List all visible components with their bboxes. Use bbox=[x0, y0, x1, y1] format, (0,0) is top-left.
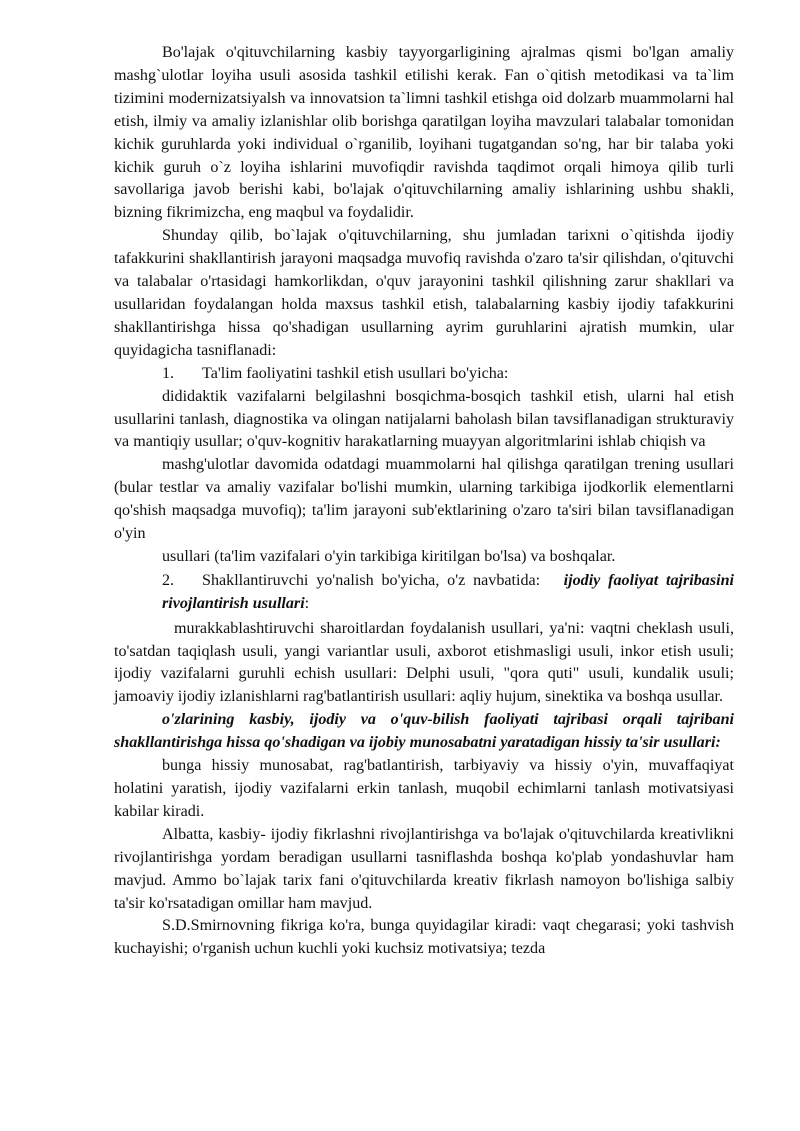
paragraph-training-methods: mashg'ulotlar davomida odatdagi muammolarni hal qilishga qaratilgan trening usullari (bular testlar va amaliy vazifalar bo'lishi mumkin, ularning tarkibiga ijodkorlik elementlarni qo'shish maqsadga muvofiq); ta'lim jarayoni sub'ektlarining o'zaro ta'siri bilan tavsiflanadigan o'yin bbox=[114, 456, 734, 543]
paragraph-classification: Shunday qilib, bo`lajak o'qituvchilarning, shu jumladan tarixni o`qitishda ijodiy tafakkurini shakllantirish jarayoni maqsadga muvofiq ravishda o'zaro ta'sir qilishdan, o'qituvchi va talabalar o'rtasidagi hamkorlikdan, o'quv jarayonini tashkil qilishning zarur shakllari va usullaridan foydalangan holda maxsus tashkil etish, talabalarning kasbiy ijodiy tafakkurini shakllantirishga hissa qo'shadigan usullarning ayrim guruhlarini ajratish mumkin, ular quyidagicha tasniflanadi: bbox=[114, 227, 734, 359]
paragraph-emotional-methods-heading: o'zlarining kasbiy, ijodiy va o'quv-bilish faoliyati tajribasi orqali tajribani shakllantirishga hissa qo'shadigan va ijobiy munosabatni yaratadigan hissiy ta'sir usullari: bbox=[114, 711, 734, 752]
item-2-colon: : bbox=[304, 594, 310, 612]
paragraph-other-approaches: Albatta, kasbiy- ijodiy fikrlashni rivojlantirishga va bo'lajak o'qituvchilarda kreativlikni rivojlantirishga yordam beradigan usullarni tasniflashda boshqa ko'plab yondashuvlar ham mavjud. Ammo bo`lajak tarix fani o'qituvchilarda kreativ fikrlash namoyon bo'lishiga salbiy ta'sir ko'rsatadigan omillar ham mavjud. bbox=[114, 825, 734, 912]
paragraph-game-methods: usullari (ta'lim vazifalari o'yin tarkibiga kiritilgan bo'lsa) va boshqalar. bbox=[162, 547, 616, 565]
paragraph-intro: Bo'lajak o'qituvchilarning kasbiy tayyorgarligining ajralmas qismi bo'lgan amaliy mashg`ulotlar loyiha usuli asosida tashkil etilishi kerak. Fan o`qitish metodikasi va ta`lim tizimini modernizatsiyalsh va innovatsion ta`limni tashkil etishga oid dolzarb muammolarni hal etish, ilmiy va amaliy izlanishlar olib borishga qaratilgan loyiha mavzulari talabalar tomonidan kichik guruhlarda yoki individual o`rganilib, loyihani tugatgandan so'ng, har bir talaba yoki kichik guruh o`z loyiha ishlarini muvofiqdir ravishda taqdimot orqali himoya qilib turli savollariga javob berishi kabi, bo'lajak o'qituvchilarning amaliy ishlarining ushbu shakli, bizning fikrimizcha, eng maqbul va foydalidir. bbox=[114, 44, 734, 222]
item-2-number: 2. bbox=[162, 571, 175, 589]
paragraph-complicating-methods: murakkablashtiruvchi sharoitlardan foydalanish usullari, ya'ni: vaqtni cheklash usuli, to'satdan taqiqlash usuli, yangi variantlar usuli, axborot etishmasligi usuli, inkor etish usuli; ijodiy vazifalarni guruhli echish usullari: Delphi usuli, "qora quti" usuli, kundalik usuli; jamoaviy ijodiy izlanishlarni rag'batlantirish usullari: aqliy hujum, sinektika va boshqa usullar. bbox=[114, 619, 734, 706]
paragraph-smirnov: S.D.Smirnovning fikriga ko'ra, bunga quyidagilar kiradi: vaqt chegarasi; yoki tashvish kuchayishi; o'rganish uchun kuchli yoki kuchsiz motivatsiya; tezda bbox=[114, 917, 734, 958]
item-2-emphasis: ijodiy faoliyat tajribasini rivojlantirish usullari bbox=[162, 571, 735, 612]
paragraph-emotional-methods: bunga hissiy munosabat, rag'batlantirish, tarbiyaviy va hissiy o'yin, muvaffaqiyat holatini yaratish, ijodiy vazifalarni erkin tanlash, muqobil echimlarni tanlash motivatsiyasi kabilar kiradi. bbox=[114, 757, 734, 820]
item-2-text: Shakllantiruvchi yo'nalish bo'yicha, o'z navbatida: bbox=[202, 571, 564, 589]
numbered-item-2 bbox=[114, 570, 734, 616]
paragraph-structural-methods: dididaktik vazifalarni belgilashni bosqichma-bosqich tashkil etish, ularni hal etish usullarini tanlash, diagnostika va olingan natijalarni baholash bilan tavsiflanadigan strukturaviy va mantiqiy usullar; o'quv-kognitiv harakatlarning muayyan algoritmlarini ishlab chiqish va bbox=[114, 387, 734, 451]
numbered-item-1 bbox=[114, 363, 734, 386]
item-1-number: 1. bbox=[162, 364, 175, 382]
item-1-text: Ta'lim faoliyatini tashkil etish usullari bo'yicha: bbox=[202, 364, 509, 382]
